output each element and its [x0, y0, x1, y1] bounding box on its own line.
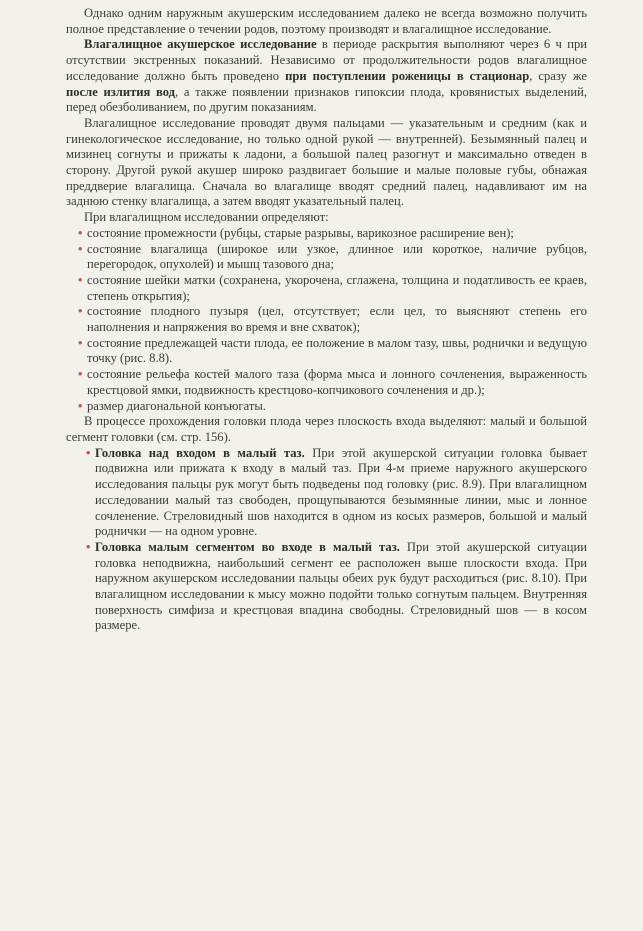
- term-admission: при поступлении роженицы в стационар: [285, 68, 530, 83]
- list-item: [86, 540, 587, 634]
- list-item: • состояние предлежащей части плода, ее положение в малом тазу, швы, роднички и ведущую точку (рис. 8.8).: [78, 336, 587, 367]
- segment-text: При этой акушерской ситуации головка бывает подвижна или прижата к входу в малый таз. При 4-м приеме наружного акушерского исследования пальцы рук могут быть подведены под головку (рис. 8.9). При влагалищном исследовании малый таз свободен, прощупываются безымянные линии, мыс и лонное сочленение. Стреловидный шов находится в одном из косых размеров, большой и малый роднички — на одном уровне.: [95, 445, 587, 539]
- paragraph-segments-intro: В процессе прохождения головки плода через плоскость входа выделяют: малый и большой сегмент головки (см. стр. 156).: [66, 414, 587, 444]
- paragraph-technique: Влагалищное исследование проводят двумя пальцами — указательным и средним (как и гинекологическое исследование, но только одной рукой — внутренней). Безымянный палец и мизинец согнуты и прижаты к ладони, а большой палец разогнут и максимально отведен в сторону. Другой рукой акушер широко раздвигает большие и малые половые губы, обнажая преддверие влагалища. Сначала во влагалище вводят средний палец, надавливают им на заднюю стенку влагалища, а затем вводят указательный палец.: [66, 115, 587, 209]
- segment-text: При этой акушерской ситуации головка неподвижна, наибольший сегмент ее расположен выше плоскости входа. При наружном акушерском исследовании пальцы обеих рук будут расходиться (рис. 8.10). При влагалищном исследовании к мысу можно подойти только согнутым пальцем. Внутренняя поверхность симфиза и крестцовая впадина свободны. Стреловидный шов — в косом размере.: [95, 539, 587, 633]
- paragraph-list-intro: При влагалищном исследовании определяют:: [84, 210, 329, 225]
- text-span: в периоде раскрытия выполняют через 6 ч при отсутствии экстренных показаний. Независимо от продолжительности родов влагалищное исследование должно быть проведено: [66, 37, 587, 83]
- list-item: • состояние влагалища (широкое или узкое, длинное или короткое, наличие рубцов, перегородок, опухолей) и мышц тазового дна;: [78, 242, 587, 273]
- term-waters: после излития вод: [66, 84, 176, 99]
- list-item: • состояние плодного пузыря (цел, отсутствует; если цел, то выясняют степень его наполнения и напряжения во время и вне схваток);: [78, 304, 587, 335]
- list-item: • состояние промежности (рубцы, старые разрывы, варикозное расширение вен);: [78, 226, 587, 242]
- list-item: • размер диагональной конъюгаты.: [78, 399, 587, 415]
- paragraph-intro: Однако одним наружным акушерским исследованием далеко не всегда возможно получить полное представление о течении родов, поэтому производят и влагалищное исследование.: [66, 6, 587, 36]
- text-span: , а также появлении признаков гипоксии плода, кровянистых выделений, перед обезболиванием, по другим показаниям.: [66, 84, 587, 115]
- text-span: , сразу же: [529, 68, 587, 83]
- term-vaginal-exam: Влагалищное акушерское исследование: [84, 37, 317, 52]
- list-item: • состояние шейки матки (сохранена, укорочена, сглажена, толщина и податливость ее краев, степень открытия);: [78, 273, 587, 304]
- exam-findings-list: [66, 226, 587, 414]
- paragraph-vaginal-exam: [66, 37, 587, 116]
- head-position-list: [66, 446, 587, 634]
- segment-title: Головка малым сегментом во входе в малый таз.: [95, 539, 400, 554]
- list-item: [86, 446, 587, 540]
- list-item: • состояние рельефа костей малого таза (форма мыса и лонного сочленения, выраженность крестцовой ямки, подвижность крестцово-копчикового сочленения и др.);: [78, 367, 587, 398]
- segment-title: Головка над входом в малый таз.: [95, 445, 305, 460]
